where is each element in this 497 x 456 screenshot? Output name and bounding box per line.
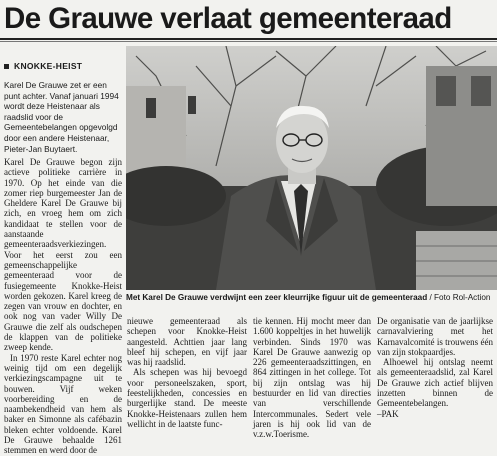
section-label — [4, 61, 122, 71]
paragraph: nieuwe gemeenteraad als schepen voor Knokke-Heist aangesteld. Achttien jaar lang bleef hij schepen, en vijf jaar was hij raadslid. — [127, 316, 247, 368]
headline-rule-thin — [0, 41, 497, 42]
paragraph: tie kennen. Hij mocht meer dan 1.600 koppeltjes in het huwelijk verbinden. Sinds 1970 was Karel De Grauwe aanwezig op 226 gemeenteraadszittingen, en 864 zittingen in het college. Tot bij zijn ontslag was hij bestuurder en lid van directies van verschillende Intercommunales. Sedert vele jaren is hij ook lid van de v.z.w.Toerisme. — [253, 316, 371, 440]
photo-caption — [126, 293, 497, 302]
photo-credit: / Foto Rol-Action — [429, 293, 491, 302]
caption-text: Met Karel De Grauwe verdwijnt een zeer kleurrijke figuur uit de gemeenteraad — [126, 293, 428, 302]
paragraph: De organisatie van de jaarlijkse carnavalviering met het Karnavalcomité is trouwens één van zijn stokpaardjes. — [377, 316, 493, 357]
paragraph: Als schepen was hij bevoegd voor personeelszaken, sport, feestelijkheden, concessies en burgerlijke stand. De meeste Knokke-Heistenaars zullen hem wellicht in de laatste func- — [127, 367, 247, 429]
paragraph: Karel De Grauwe begon zijn actieve politieke carrière in 1970. Op het einde van die zomer riep burgemeester Jan de Gheldere Karel De Grauwe bij zich, en vroeg hem om zich kandidaat te stellen voor de aanstaande gemeenteraadsverkiezingen. Voor het eerst zou een gemeenschappelijke gemeenteraad voor de fusiegemeente Knokke-Heist worden gekozen. Karel kreeg de zegen van vrouw en dochter, en ook nog van vader Willy De Grauwe die zelf als oudschepen de klappen van de politieke zweep kende. — [4, 157, 122, 353]
column-4 — [377, 316, 493, 419]
section-label-text: KNOKKE-HEIST — [14, 61, 83, 71]
headline: De Grauwe verlaat gemeenteraad — [4, 2, 452, 35]
paragraph: Alhoewel hij ontslag neemt als gemeenteraadslid, zal Karel De Grauwe zich actief blijven inzetten binnen de Gemeentebelangen. — [377, 357, 493, 409]
column-2 — [127, 316, 247, 429]
bullet-square-icon — [4, 64, 9, 69]
column-1 — [4, 157, 122, 456]
paragraph: In 1970 reste Karel echter nog weinig tijd om een degelijk verkiezingscampagne uit te bouwen. Vijf weken voorbereiding en de naambekendheid van hem als baker en Simonne als cafébazin bleken echter voldoende. Karel De Grauwe behaalde 1261 stemmen en werd door de — [4, 352, 122, 456]
article-photo — [126, 46, 497, 290]
headline-rule — [0, 38, 497, 40]
author-signature: –PAK — [377, 408, 399, 419]
intro-paragraph: Karel De Grauwe zet er een punt achter. Vanaf januari 1994 wordt deze Heistenaar als raadslid voor de Gemeentebelangen opgevolgd door een andere Heistenaar, Pieter-Jan Buytaert. — [4, 80, 119, 154]
column-3 — [253, 316, 371, 440]
